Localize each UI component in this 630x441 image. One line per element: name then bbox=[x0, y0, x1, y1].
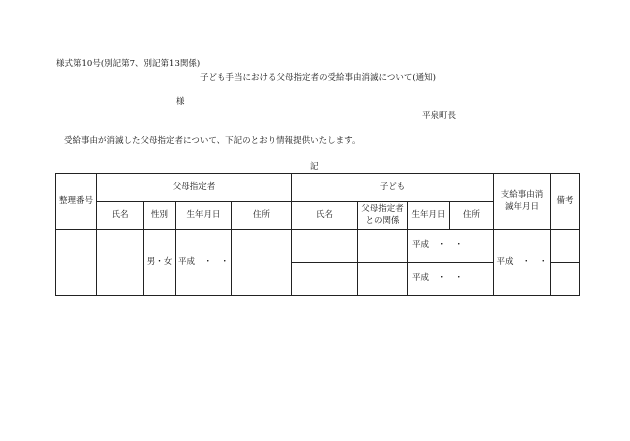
cell-child-birthdate-1[interactable] bbox=[408, 230, 494, 263]
header-parent-name: 氏名 bbox=[97, 202, 144, 230]
cell-child-relation-2[interactable] bbox=[358, 263, 408, 296]
parent-birthdate-template: 平成 ・ ・ bbox=[177, 256, 229, 267]
ki-heading: 記 bbox=[310, 162, 319, 172]
cell-parent-birthdate[interactable] bbox=[176, 230, 232, 296]
info-table bbox=[55, 173, 580, 296]
header-parent-birthdate: 生年月日 bbox=[176, 202, 232, 230]
header-child-address: 住所 bbox=[450, 202, 494, 230]
header-seiri-bangou: 整理番号 bbox=[56, 174, 97, 230]
header-child-name: 氏名 bbox=[292, 202, 358, 230]
cell-child-birthdate-2[interactable] bbox=[408, 263, 494, 296]
intro-text: 受給事由が消滅した父母指定者について、下記のとおり情報提供いたします。 bbox=[64, 136, 361, 146]
child-birthdate-template-2: 平成 ・ ・ bbox=[412, 273, 464, 284]
header-child-group: 子ども bbox=[292, 174, 494, 202]
cell-parent-name[interactable] bbox=[97, 230, 144, 296]
cell-parent-address[interactable] bbox=[232, 230, 292, 296]
recipient-honorific: 様 bbox=[176, 97, 185, 107]
cell-bikou-1[interactable] bbox=[551, 230, 580, 263]
cell-child-name-2[interactable] bbox=[292, 263, 358, 296]
child-birthdate-template-1: 平成 ・ ・ bbox=[412, 240, 464, 251]
cell-child-name-1[interactable] bbox=[292, 230, 358, 263]
cell-seiri-bangou[interactable] bbox=[56, 230, 97, 296]
cell-child-relation-1[interactable] bbox=[358, 230, 408, 263]
header-child-birthdate: 生年月日 bbox=[408, 202, 450, 230]
cell-bikou-2[interactable] bbox=[551, 263, 580, 296]
header-parent-gender: 性別 bbox=[144, 202, 176, 230]
cell-parent-gender bbox=[144, 230, 176, 296]
cell-shoumetsu-date[interactable] bbox=[494, 230, 551, 296]
header-parent-address: 住所 bbox=[232, 202, 292, 230]
gender-choice-text: 男・女 bbox=[146, 256, 173, 267]
form-number: 様式第10号(別記第7、別記第13関係) bbox=[56, 59, 201, 69]
document-title: 子ども手当における父母指定者の受給事由消滅について(通知) bbox=[200, 73, 436, 83]
header-parent-group: 父母指定者 bbox=[97, 174, 292, 202]
shoumetsu-date-template: 平成 ・ ・ bbox=[496, 256, 548, 267]
header-bikou: 備考 bbox=[551, 174, 580, 230]
header-shoumetsu-date: 支給事由消 滅年月日 bbox=[494, 174, 551, 230]
header-child-relation: 父母指定者 との関係 bbox=[358, 202, 408, 230]
sender-name: 平泉町長 bbox=[422, 111, 457, 121]
